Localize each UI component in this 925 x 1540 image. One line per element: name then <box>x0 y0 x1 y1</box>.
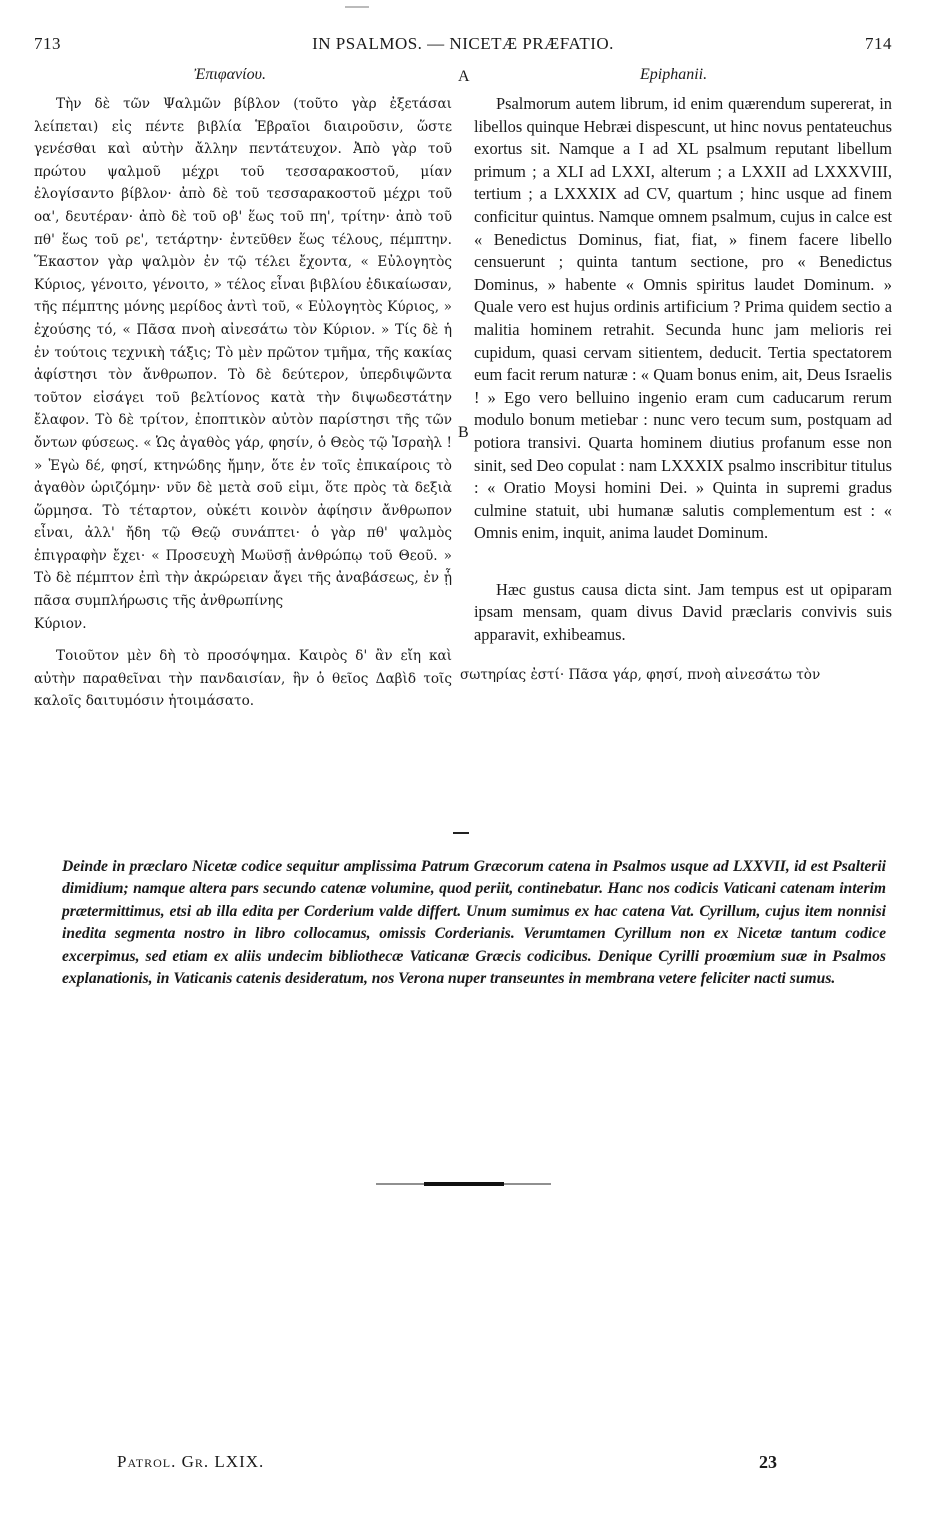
margin-marker-b: B <box>458 424 469 441</box>
page-number-left: 713 <box>34 34 61 53</box>
greek-column-heading: Ἐπιφανίου. <box>194 66 266 83</box>
footer <box>117 1452 777 1476</box>
running-title: IN PSALMOS. — NICETÆ PRÆFATIO. <box>312 34 614 53</box>
greek-paragraph-1: Τὴν δὲ τῶν Ψαλμῶν βίβλον (τοῦτο γὰρ ἐξετάσαι λείπεται) εἰς πέντε βιβλία Ἑβραῖοι διαιροῦσιν, ὥστε γενέσθαι καὶ αὐτὴν ἄλλην πεντάτευχον. Ἀπὸ γὰρ τοῦ πρώτου ψαλμοῦ μέχρι τοῦ τεσσαρακοστοῦ, μίαν ἐλογίσαντο βίβλον· ἀπὸ δὲ τοῦ τεσσαρακοστοῦ μέχρι τοῦ οα', δευτέραν· ἀπὸ δὲ τοῦ οβ' ἕως τοῦ πη', τρίτην· ἀπὸ τοῦ πθ' ἕως τοῦ ρε', τετάρτην· ἐντεῦθεν ἕως τέλους, πέμπτην. Ἕκαστον γὰρ ψαλμὸν ἐν τῷ τέλει ἔχοντα, « Εὐλογητὸς Κύριος, γένοιτο, γένοιτο, » τέλος εἶναι βιβλίου ἐδικαίωσαν, τῆς πέμπτης μόνης μερίδος ἀντὶ τοῦ, « Εὐλογητὸς Κύριος, » ἐχούσης τό, « Πᾶσα πνοὴ αἰνεσάτω τὸν Κύριον. » Τίς δὲ ἡ ἐν τούτοις τεχνικὴ τάξις; Τὸ μὲν πρῶτον τμῆμα, τῆς κακίας ἀφίστησι τὸν ἄνθρωπον. Τὸ δὲ δεύτερον, ὑπερδιψῶντα τοῦτον εἰσάγει τοῦ βελτίονος κατὰ τὴν διψωδεστάτην ἔλαφον. Τὸ δὲ τρίτον, ἐποπτικὸν αὐτὸν παρίστησι τῆς τῶν ὄντων φύσεως. « Ὡς ἀγαθὸς γάρ, φησίν, ὁ Θεὸς τῷ Ἰσραὴλ ! » Ἐγὼ δέ, φησί, κτηνώδης ἤμην, ὅτε ἐν τοῖς ἐπικαίροις τὸ ἀγαθὸν ὡριζόμην· νῦν δὲ μετὰ σοῦ εἰμι, ὅτε πρὸς τὰ δεξιὰ ὥρμησα. Τὸ τέταρτον, οὐκέτι κοινὸν ἀφίησιν ἄνθρωπον εἶναι, ἀλλ' ἤδη τῷ Θεῷ συνάπτει· ὁ γὰρ πθ' ψαλμὸς ἐπιγραφὴν ἔχει· « Προσευχὴ Μωϋσῇ ἀνθρώπῳ τοῦ Θεοῦ. » Τὸ δὲ πέμπτον ἐπὶ τὴν ἀκρώρειαν ἄγει τῆς ἀναβάσεως, ἐν ᾗ πᾶσα συμπλήρωσις τῆς ἀνθρωπίνης <box>34 96 452 610</box>
section-divider <box>453 832 469 834</box>
latin-paragraph-2: Hæc gustus causa dicta sint. Jam tempus est ut opiparam ipsam mensam, quam divus David præclaris convivis suis apparavit, exhibeamus. <box>474 579 892 645</box>
latin-column-heading: Epiphanii. <box>640 66 708 83</box>
latin-column <box>474 93 892 647</box>
sheet-number: 23 <box>759 1452 777 1472</box>
greek-column <box>34 93 452 713</box>
scan-mark <box>345 6 369 8</box>
ornamental-rule <box>376 1181 551 1187</box>
latin-paragraph-1: Psalmorum autem librum, id enim quærendum supererat, in libellos quinque Hebræi dispescunt, ut hinc novus pentateuchus exortus sit. Namque a I ad XL psalmum reputant libellum primum ; a XLI ad LXXI, alterum ; a LXXII ad LXXXVIII, tertium ; a LXXXIX ad CV, quartum ; hinc usque ad finem conficitur quintus. Namque omnem psalmum, cujus in calce est « Benedictus Dominus, fiat, fiat, » finem facere libello censuerunt ; quinta tantum sectione, pro « Benedictus Dominus, » habente « Omnis spiritus laudet Dominum. » Quale vero est hujus ordinis artificium ? Prima quidem sectio a malitia hominem retrahit. Secunda hunc jam melioris rei cupidum, quasi cervam sitientem, deducit. Tertia spectatorem eum facit rerum naturæ : « Quam bonus enim, ait, Deus Israelis ! » Ego vero belluino ingenio eram cum caducarum rerum modulo bonum metiebar : nunc vero tecum sum, postquam ad potiora transivi. Quarta hominem diutius profanum esse non sinit, sed Deo copulat : nam LXXXIX psalmo inscribitur titulus : « Oratio Moysi homini Dei. » Quinta in supremi gradus culmine statuit, ubi humanæ salutis complementum est : « Omnis enim, inquit, anima laudet Dominum. <box>474 94 892 543</box>
greek-paragraph-1-end: Κύριον. <box>34 615 87 632</box>
margin-marker-a: A <box>458 68 470 85</box>
greek-paragraph-2: Τοιοῦτον μὲν δὴ τὸ προσόψημα. Καιρὸς δ' ἂν εἴη καὶ αὐτὴν παραθεῖναι τὴν πανδαισίαν, ἣν ὁ θεῖος Δαβὶδ τοῖς καλοῖς δαιτυμόσιν ἡτοιμάσατο. <box>34 648 452 710</box>
signature-mark: Patrol. Gr. LXIX. <box>117 1452 265 1471</box>
page-number-right: 714 <box>865 34 892 53</box>
greek-overflow-line: σωτηρίας ἐστί· Πᾶσα γάρ, φησί, πνοὴ αἰνεσάτω τὸν <box>460 667 821 683</box>
editorial-note: Deinde in præclaro Nicetæ codice sequitur amplissima Patrum Græcorum catena in Psalmos usque ad LXXVII, id est Psalterii dimidium; namque altera pars secundo catenæ volumine, quod periit, continebatur. Hanc nos codicis Vaticani catenam interim prætermittimus, etsi ab illa edita per Corderium valde differt. Unum sumimus ex hac catena Vat. Cyrillum, cujus item nonnisi inedita segmenta nostro in libro collocamus, omissis Corderianis. Verumtamen Cyrillum non ex Nicetæ tantum codice excerpimus, sed etiam ex aliis undecim bibliothecæ Vaticanæ Græcis codicibus. Denique Cyrilli proœmium suæ in Psalmos explanationis, in Vaticanis catenis desideratum, nos Verona nuper transeuntes in membrana vetere feliciter nacti sumus. <box>62 858 886 988</box>
running-header <box>34 34 892 56</box>
